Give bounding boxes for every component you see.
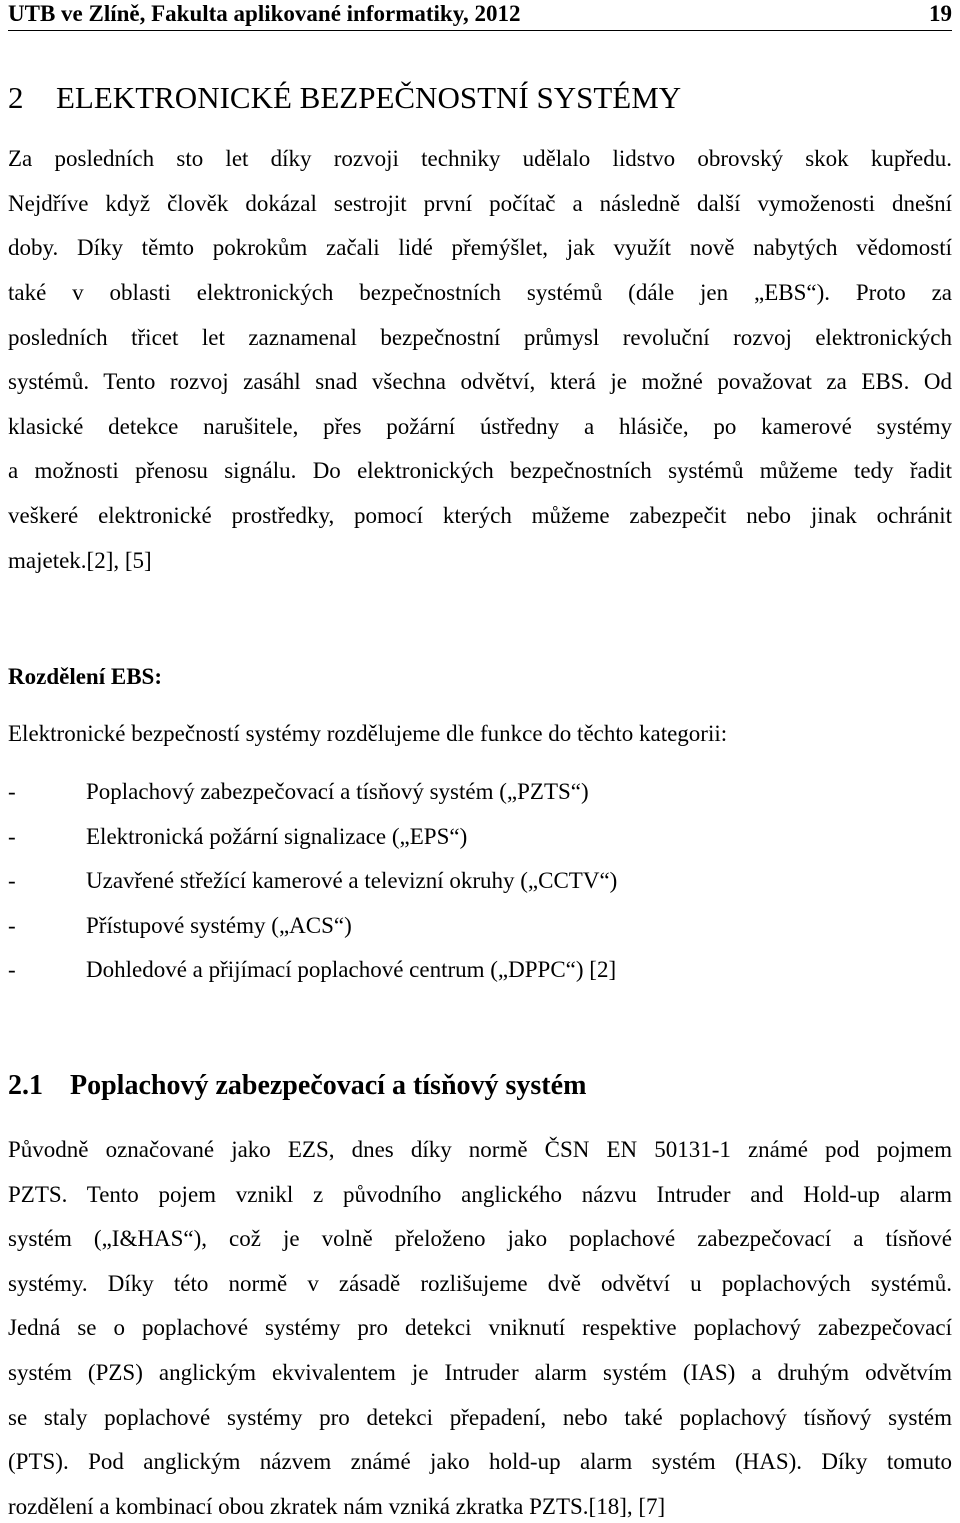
header-title: UTB ve Zlíně, Fakulta aplikované informatiky, 2012 [8, 1, 521, 26]
list-item-text: Poplachový zabezpečovací a tísňový systém („PZTS“) [86, 779, 589, 804]
section-heading [8, 1068, 952, 1104]
paragraph1-line: systémů. Tento rozvoj zasáhl snad všechna odvětví, která je možné považovat za EBS. Od [8, 369, 952, 394]
list-dash: - [8, 913, 16, 938]
paragraph1-line: posledních třicet let zaznamenal bezpečnostní průmysl revoluční rozvoj elektronických [8, 325, 952, 350]
list-item-text: Uzavřené střežící kamerové a televizní okruhy („CCTV“) [86, 868, 618, 893]
page-header [8, 0, 952, 31]
paragraph1-line: veškeré elektronické prostředky, pomocí kterých můžeme zabezpečit nebo jinak ochránit [8, 503, 952, 528]
list-dash: - [8, 824, 16, 849]
list-item [8, 911, 908, 941]
section-number: 2.1 [8, 1070, 43, 1101]
intro-text: Elektronické bezpečností systémy rozdělujeme dle funkce do těchto kategorii: [8, 721, 728, 746]
paragraph1-line: Za posledních sto let díky rozvoji techniky udělalo lidstvo obrovský skok kupředu. [8, 146, 952, 171]
list-item-text: Přístupové systémy („ACS“) [86, 913, 352, 938]
paragraph1-line: majetek.[2], [5] [8, 548, 152, 573]
section-title: Poplachový zabezpečovací a tísňový systém [70, 1070, 587, 1101]
list-item-text: Dohledové a přijímací poplachové centrum („DPPC“) [2] [86, 957, 617, 982]
chapter-number: 2 [8, 80, 24, 115]
page-number: 19 [929, 1, 952, 26]
paragraph2-line: rozdělení a kombinací obou zkratek nám vzniká zkratka PZTS.[18], [7] [8, 1494, 666, 1519]
paragraph2-line: systém (PZS) anglickým ekvivalentem je Intruder alarm systém (IAS) a druhým odvětvím [8, 1360, 952, 1385]
paragraph2-line: (PTS). Pod anglickým názvem známé jako hold-up alarm systém (HAS). Díky tomuto [8, 1449, 952, 1474]
list-item-text: Elektronická požární signalizace („EPS“) [86, 824, 468, 849]
paragraph2-line: se staly poplachové systémy pro detekci přepadení, nebo také poplachový tísňový systém [8, 1405, 952, 1430]
paragraph1-line: a možnosti přenosu signálu. Do elektronických bezpečnostních systémů můžeme tedy řadit [8, 458, 952, 483]
list-item [8, 777, 908, 807]
list-item [8, 822, 908, 852]
paragraph1-line: Nejdříve když člověk dokázal sestrojit první počítač a následně další vymoženosti dnešní [8, 191, 952, 216]
paragraph2-line: systémy. Díky této normě v zásadě rozlišujeme dvě odvětví u poplachových systémů. [8, 1271, 952, 1296]
list-dash: - [8, 957, 16, 982]
chapter-heading [8, 78, 952, 118]
list-item [8, 866, 908, 896]
list-dash: - [8, 868, 16, 893]
chapter-title: ELEKTRONICKÉ BEZPEČNOSTNÍ SYSTÉMY [56, 80, 682, 115]
paragraph2-line: systém („I&HAS“), což je volně přeloženo jako poplachové zabezpečovací a tísňové [8, 1226, 952, 1251]
paragraph1-line: doby. Díky těmto pokrokům začali lidé přemýšlet, jak využít nově nabytých vědomostí [8, 235, 952, 260]
paragraph1-line: také v oblasti elektronických bezpečnostních systémů (dále jen „EBS“). Proto za [8, 280, 952, 305]
paragraph2-line: Původně označované jako EZS, dnes díky normě ČSN EN 50131-1 známé pod pojmem [8, 1137, 952, 1162]
paragraph2-line: Jedná se o poplachové systémy pro detekci vniknutí respektive poplachový zabezpečovací [8, 1315, 952, 1340]
list-dash: - [8, 779, 16, 804]
subheading: Rozdělení EBS: [8, 664, 162, 689]
list-item [8, 955, 908, 985]
paragraph1-line: klasické detekce narušitele, přes požární ústředny a hlásiče, po kamerové systémy [8, 414, 952, 439]
paragraph2-line: PZTS. Tento pojem vznikl z původního anglického názvu Intruder and Hold-up alarm [8, 1182, 952, 1207]
